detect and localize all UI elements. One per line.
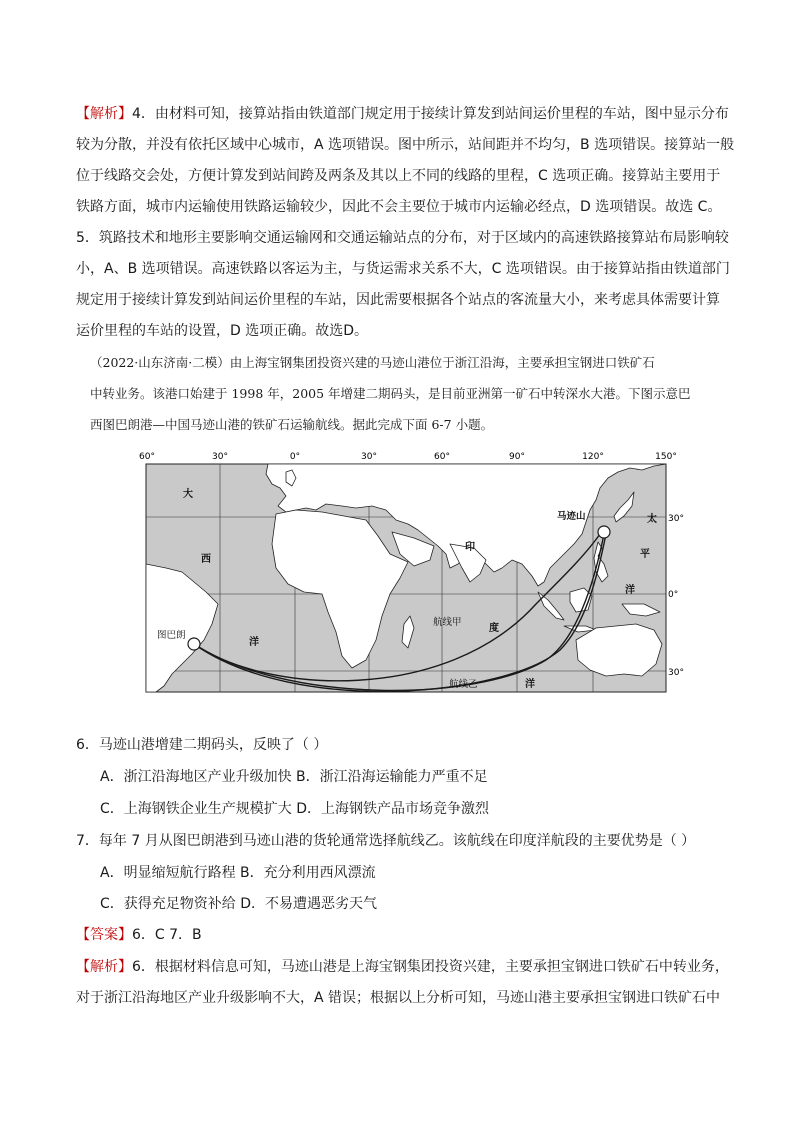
- question-6-options-cd: C．上海钢铁企业生产规模扩大 D．上海钢铁产品市场竞争激烈: [100, 801, 490, 817]
- question-6-options-ab: A．浙江沿海地区产业升级加快 B．浙江沿海运输能力严重不足: [100, 769, 488, 785]
- analysis-line-4: 铁路方面，城市内运输使用铁路运输较少，因此不会主要位于城市内运输必经点，D 选项错误。故选 C。: [76, 199, 722, 215]
- answer-line: [76, 920, 202, 951]
- lon-label: 60°: [139, 452, 155, 462]
- port-label-tubarao: 图巴朗: [157, 630, 186, 641]
- question-6-stem: 6．马迹山港增建二期码头，反映了（ ）: [76, 737, 328, 753]
- ocean-label-pacific: 平: [640, 549, 650, 560]
- lon-label: 60°: [434, 452, 450, 462]
- lon-label: 150°: [655, 452, 677, 462]
- ocean-label-pacific: 洋: [625, 585, 635, 596]
- analysis-line-7: 规定用于接续计算发到站间运价里程的车站，因此需要根据各个站点的客流量大小，来考虑具体需要计算: [76, 292, 720, 308]
- route-map: [131, 447, 684, 697]
- analysis-line-2: 对于浙江沿海地区产业升级影响不大，A 错误；根据以上分析可知，马迹山港主要承担宝钢进口铁矿石中: [76, 990, 721, 1006]
- ocean-label-indian: 洋: [525, 679, 535, 690]
- majishan-port-marker: [598, 526, 610, 538]
- material-text: [76, 347, 726, 440]
- analysis-line-2: 较为分散，并没有依托区域中心城市，A 选项错误。图中所示，站间距并不均匀，B 选项错误。接算站一般: [76, 137, 735, 153]
- lon-label: 120°: [582, 452, 604, 462]
- analysis-6-7: [76, 952, 729, 1014]
- lat-label: 30°: [668, 514, 684, 524]
- ocean-label-atlantic: 大: [183, 489, 193, 500]
- lon-label: 30°: [361, 452, 377, 462]
- analysis-tag: 【解析】: [76, 959, 132, 975]
- analysis-line-6: 小，A、B 选项错误。高速铁路以客运为主，与货运需求关系不大，C 选项错误。由于接算站指由铁道部门: [76, 261, 730, 277]
- route-label-jia: 航线甲: [433, 617, 462, 628]
- answer-tag: 【答案】: [76, 927, 132, 943]
- port-label-majishan: 马迹山: [557, 511, 586, 522]
- analysis-line-3: 位于线路交会处，方便计算发到站间跨及两条及其以上不同的线路的里程，C 选项正确。接算站主要用于: [76, 168, 721, 184]
- analysis-line-8: 运价里程的车站的设置，D 选项正确。故选D。: [76, 323, 369, 339]
- analysis-tag: 【解析】: [76, 106, 132, 122]
- question-7-stem: 7．每年 7 月从图巴朗港到马迹山港的货轮通常选择航线乙。该航线在印度洋航段的主要优势是（ ）: [76, 833, 696, 849]
- route-map-svg: [131, 447, 684, 697]
- analysis-line-1: 【解析】6．根据材料信息可知，马迹山港是上海宝钢集团投资兴建，主要承担宝钢进口铁矿石中转业务，: [76, 959, 729, 975]
- ocean-label-atlantic: 西: [201, 554, 211, 565]
- analysis-line-5: 5．筑路技术和地形主要影响交通运输网和交通运输站点的分布，对于区域内的高速铁路接算站布局影响较: [76, 230, 729, 246]
- ocean-label-pacific: 太: [647, 514, 657, 525]
- lon-label: 30°: [212, 452, 228, 462]
- analysis-4-5: [76, 99, 735, 347]
- lat-label: 0°: [668, 590, 679, 600]
- material-line-2: 中转业务。该港口始建于 1998 年，2005 年增建二期码头，是目前亚洲第一矿石中转深水大港。下图示意巴: [90, 386, 691, 401]
- lat-label: 30°: [668, 668, 684, 678]
- ocean-label-indian: 度: [489, 623, 499, 634]
- australia: [576, 624, 662, 676]
- lon-label: 90°: [509, 452, 525, 462]
- material-line-3: 西图巴朗港—中国马迹山港的铁矿石运输航线。据此完成下面 6-7 小题。: [90, 417, 494, 432]
- material-line-1: （2022·山东济南·二模）由上海宝钢集团投资兴建的马迹山港位于浙江沿海，主要承担宝钢进口铁矿石: [90, 355, 655, 370]
- tubarao-port-marker: [188, 638, 200, 650]
- question-7-options-ab: A．明显缩短航行路程 B．充分利用西风漂流: [100, 865, 376, 881]
- ocean-label-atlantic: 洋: [249, 637, 259, 648]
- analysis-line-1: 【解析】4．由材料可知，接算站指由铁道部门规定用于接续计算发到站间运价里程的车站，图中显示分布: [76, 106, 729, 122]
- ocean-label-indian: 印: [465, 542, 475, 553]
- route-label-yi: 航线乙: [449, 679, 478, 690]
- lon-label: 0°: [289, 452, 301, 462]
- question-7-options-cd: C．获得充足物资补给 D．不易遭遇恶劣天气: [100, 896, 378, 912]
- answer-text: 6．C 7．B: [132, 927, 202, 943]
